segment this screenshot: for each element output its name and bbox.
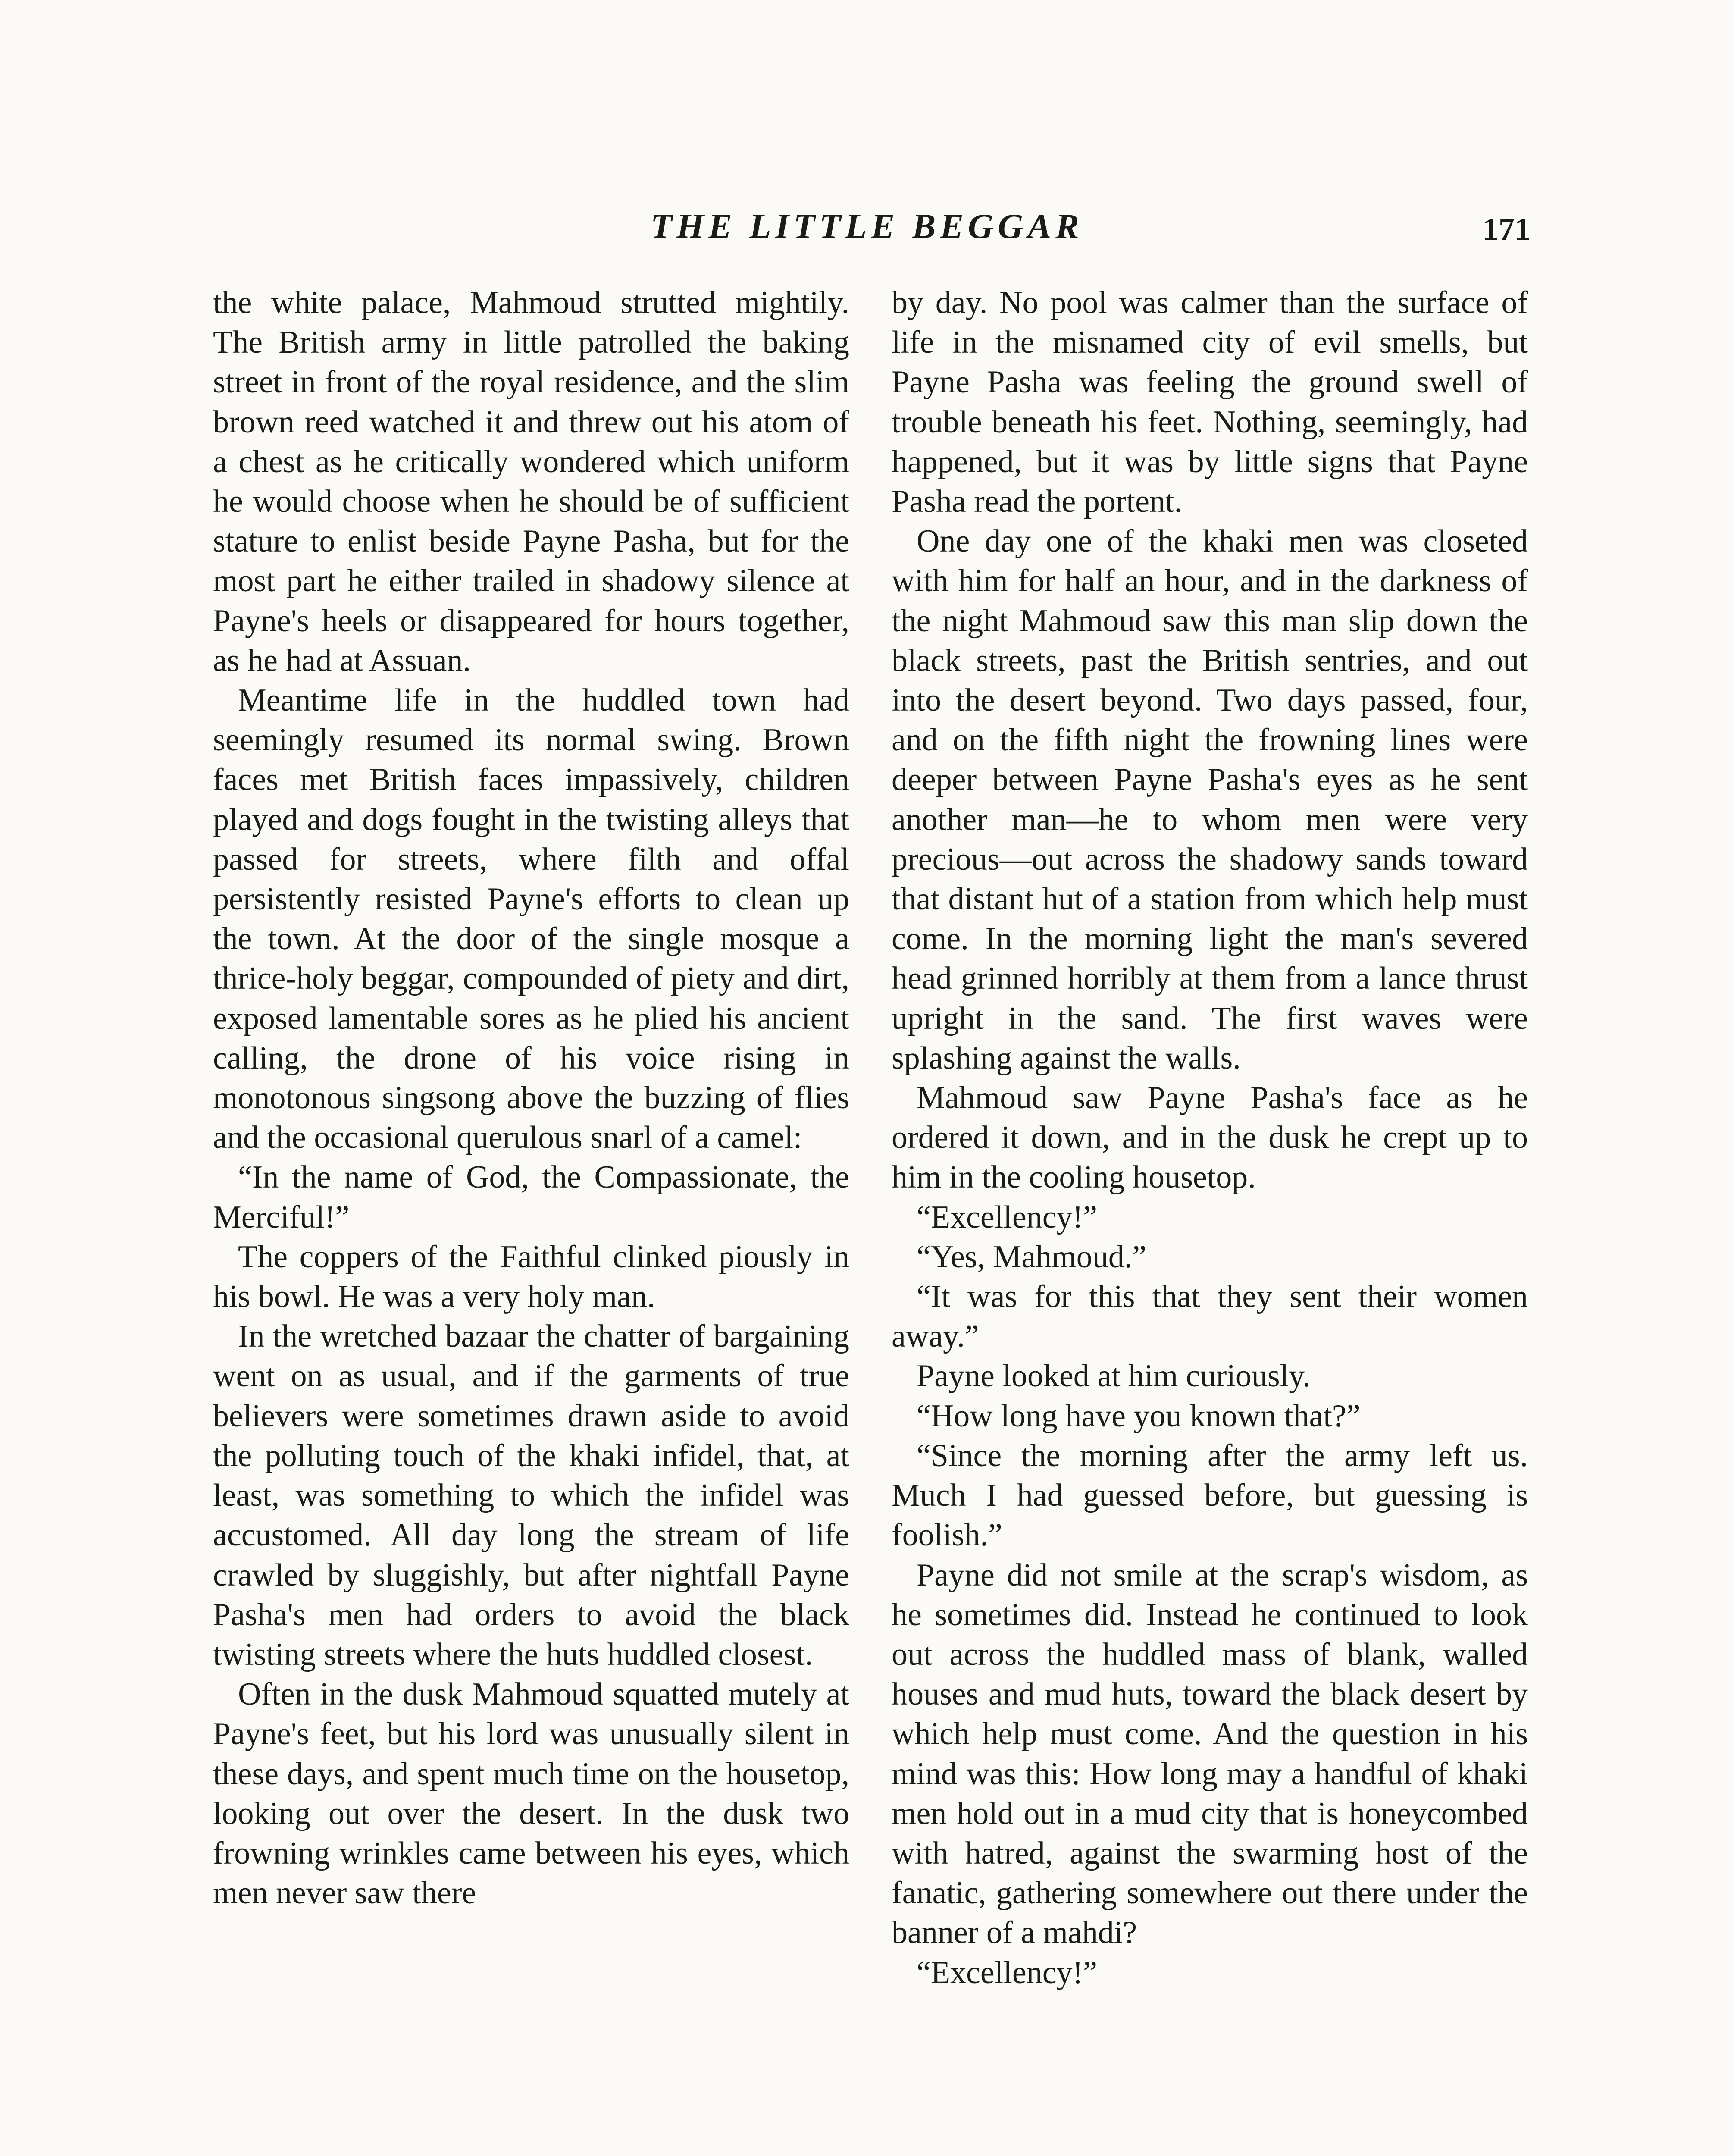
- page-number: 171: [1483, 212, 1531, 247]
- paragraph: “Excellency!”: [917, 1199, 1098, 1235]
- paragraph: The coppers of the Faithful clinked piously in his bowl. He was a very holy man.: [213, 1239, 849, 1315]
- paragraph: “Since the morning after the army left us. Much I had guessed before, but guessing is foolish.”: [892, 1438, 1528, 1553]
- left-column: [213, 283, 849, 1913]
- paragraph: “Yes, Mahmoud.”: [917, 1239, 1147, 1275]
- paragraph: Mahmoud saw Payne Pasha's face as he ordered it down, and in the dusk he crept up to him in the cooling housetop.: [892, 1080, 1528, 1195]
- paragraph: “It was for this that they sent their women away.”: [892, 1279, 1528, 1354]
- paragraph: Meantime life in the huddled town had seemingly resumed its normal swing. Brown faces met British faces impassively, children played and dogs fought in the twisting alleys that passed for streets, where filth and offal persistently resisted Payne's efforts to clean up the town. At the door of the single mosque a thrice-holy beggar, compounded of piety and dirt, exposed lamentable sores as he plied his ancient calling, the drone of his voice rising in monotonous singsong above the buzzing of flies and the occasional querulous snarl of a camel:: [213, 683, 849, 1156]
- paragraph: by day. No pool was calmer than the surface of life in the misnamed city of evil smells, but Payne Pasha was feeling the ground swell of trouble beneath his feet. Nothing, seemingly, had happened, but it was by little signs that Payne Pasha read the portent.: [892, 285, 1528, 520]
- paragraph: “Excellency!”: [917, 1955, 1098, 1990]
- paragraph: the white palace, Mahmoud strutted mightily. The British army in little patrolled the baking street in front of the royal residence, and the slim brown reed watched it and threw out his atom of a chest as he critically wondered which uniform he would choose when he should be of sufficient stature to enlist beside Payne Pasha, but for the most part he either trailed in shadowy silence at Payne's heels or disappeared for hours together, as he had at Assuan.: [213, 285, 849, 678]
- paragraph: In the wretched bazaar the chatter of bargaining went on as usual, and if the garments of true believers were sometimes drawn aside to avoid the polluting touch of the khaki infidel, that, at least, was something to which the infidel was accustomed. All day long the stream of life crawled by sluggishly, but after nightfall Payne Pasha's men had orders to avoid the black twisting streets where the huts huddled closest.: [213, 1319, 849, 1672]
- paragraph: Payne looked at him curiously.: [917, 1358, 1311, 1394]
- paragraph: Payne did not smile at the scrap's wisdom, as he sometimes did. Instead he continued to look out across the huddled mass of blank, walled houses and mud huts, toward the black desert by which help must come. And the question in his mind was this: How long may a handful of khaki men hold out in a mud city that is honeycombed with hatred, against the swarming host of the fanatic, gathering somewhere out there under the banner of a mahdi?: [892, 1557, 1528, 1951]
- paragraph: “In the name of God, the Compassionate, the Merciful!”: [213, 1159, 849, 1235]
- paragraph: “How long have you known that?”: [917, 1398, 1361, 1434]
- paragraph: One day one of the khaki men was closeted with him for half an hour, and in the darkness of the night Mahmoud saw this man slip down the black streets, past the British sentries, and out into the desert beyond. Two days passed, four, and on the fifth night the frowning lines were deeper between Payne Pasha's eyes as he sent another man—he to whom men were very precious—out across the shadowy sands toward that distant hut of a station from which help must come. In the morning light the man's severed head grinned horribly at them from a lance thrust upright in the sand. The first waves were splashing against the walls.: [892, 523, 1528, 1076]
- paragraph: Often in the dusk Mahmoud squatted mutely at Payne's feet, but his lord was unusually silent in these days, and spent much time on the housetop, looking out over the desert. In the dusk two frowning wrinkles came between his eyes, which men never saw there: [213, 1677, 849, 1911]
- running-title: THE LITTLE BEGGAR: [651, 207, 1083, 246]
- right-column: [892, 283, 1528, 1993]
